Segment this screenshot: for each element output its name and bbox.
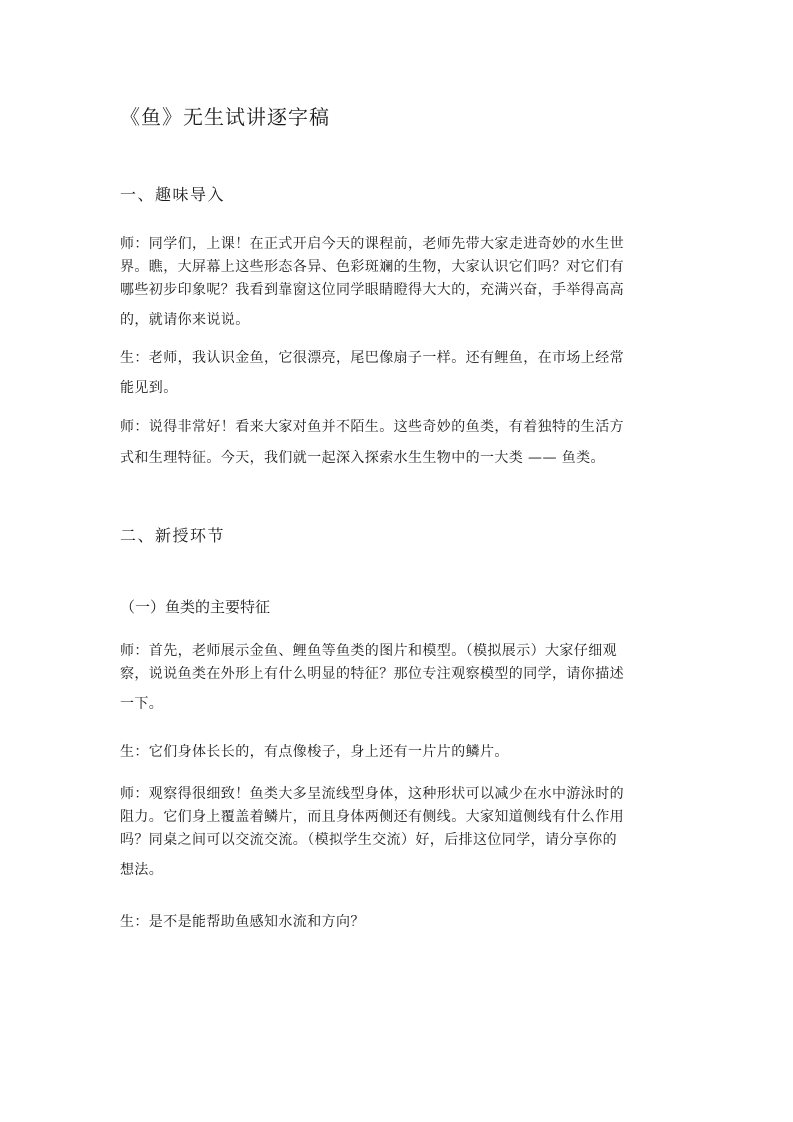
paragraph-teacher-response-2 (120, 783, 676, 882)
text-line: 想法。 (120, 862, 164, 878)
text-line: 师：同学们，上课！在正式开启今天的课程前，老师先带大家走进奇妙的水生世 (120, 236, 624, 252)
text-line: 师：观察得很细致！鱼类大多呈流线型身体，这种形状可以减少在水中游泳时的 (120, 786, 624, 802)
paragraph-student-answer-2 (120, 741, 676, 764)
paragraph-teacher-response-1 (120, 412, 676, 474)
paragraph-teacher-show-models (120, 640, 676, 716)
text-line: 式和生理特征。今天，我们就一起深入探索水生生物中的一大类 —— 鱼类。 (120, 450, 605, 466)
section-heading-new-lesson: 二、新授环节 (120, 526, 226, 545)
subsection-heading-fish-features: （一）鱼类的主要特征 (120, 598, 271, 616)
paragraph-student-answer-1 (120, 343, 676, 403)
paragraph-student-answer-3 (120, 911, 676, 934)
text-line: 师：说得非常好！看来大家对鱼并不陌生。这些奇妙的鱼类，有着独特的生活方 (120, 419, 624, 435)
text-line: 能见到。 (120, 380, 178, 396)
text-line: 吗？同桌之间可以交流交流。（模拟学生交流）好，后排这位同学，请分享你的 (120, 832, 617, 848)
text-line: 一下。 (120, 696, 164, 712)
text-line: 察，说说鱼类在外形上有什么明显的特征？那位专注观察模型的同学，请你描述 (120, 666, 624, 682)
text-line: 的，就请你来说说。 (120, 312, 250, 328)
section-heading-intro: 一、趣味导入 (120, 185, 226, 204)
paragraph-teacher-intro (120, 233, 676, 332)
text-line: 哪些初步印象呢？我看到靠窗这位同学眼睛瞪得大大的，充满兴奋，手举得高高 (120, 282, 624, 298)
text-line: 师：首先，老师展示金鱼、鲤鱼等鱼类的图片和模型。（模拟展示）大家仔细观 (120, 643, 617, 659)
text-line: 界。瞧，大屏幕上这些形态各异、色彩斑斓的生物，大家认识它们吗？对它们有 (120, 259, 624, 275)
text-line: 生：是不是能帮助鱼感知水流和方向？ (120, 914, 365, 930)
text-line: 阻力。它们身上覆盖着鳞片，而且身体两侧还有侧线。大家知道侧线有什么作用 (120, 809, 624, 825)
document-title: 《鱼》无生试讲逐字稿 (120, 105, 330, 129)
text-line: 生：老师，我认识金鱼，它很漂亮，尾巴像扇子一样。还有鲤鱼，在市场上经常 (120, 350, 624, 366)
text-line: 生：它们身体长长的，有点像梭子，身上还有一片片的鳞片。 (120, 744, 509, 760)
